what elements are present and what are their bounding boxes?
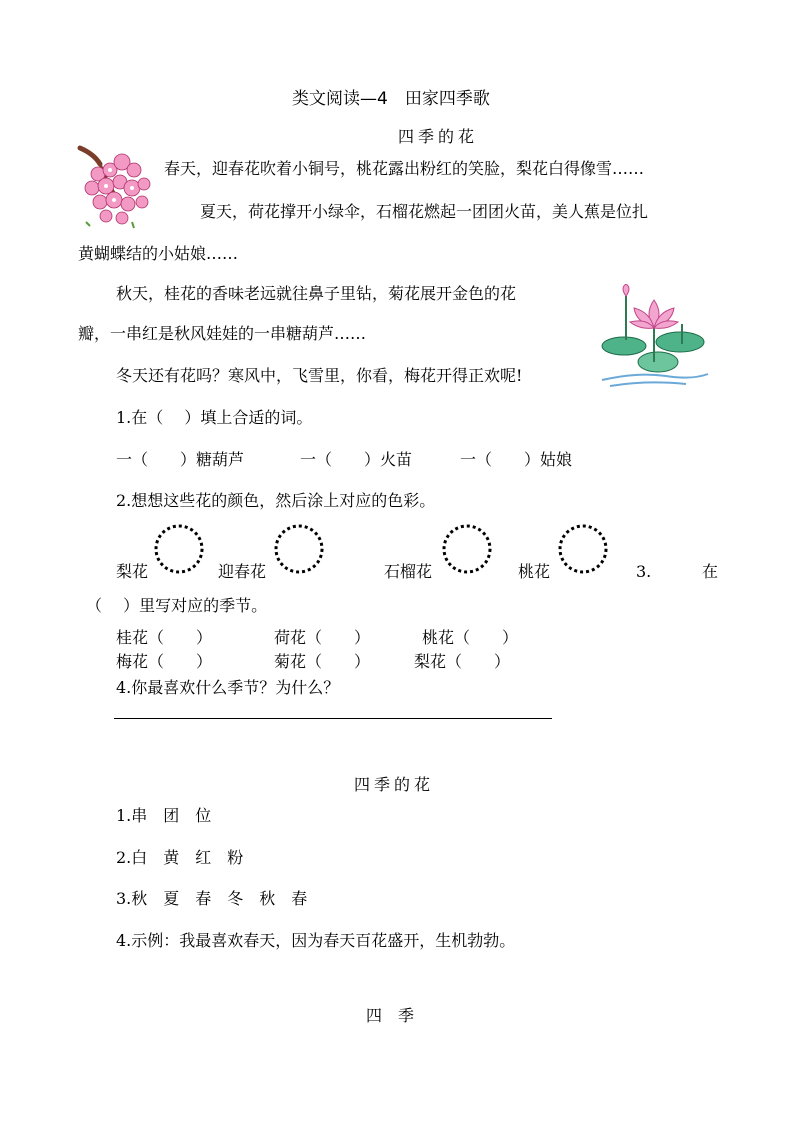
q3-row1-item1: 桂花（ ） <box>116 628 213 647</box>
answer-4: 4.示例：我最喜欢春天，因为春天百花盛开，生机勃勃。 <box>116 931 516 950</box>
q2-flower-pear: 梨花 <box>116 562 149 581</box>
question-4: 4.你最喜欢什么季节？为什么？ <box>116 678 340 697</box>
q1-item-2: 一（ ）火苗 <box>300 450 413 469</box>
lotus-pond-image <box>596 284 712 390</box>
question-3-zai: 在 <box>702 562 719 581</box>
q3-row2-item1: 梅花（ ） <box>116 652 213 671</box>
peach-blossom-branch-image <box>76 140 160 234</box>
answer-3: 3.秋 夏 春 冬 秋 春 <box>116 889 308 908</box>
q3-row2-item3: 梨花（ ） <box>414 652 511 671</box>
page-title: 类文阅读—4 田家四季歌 <box>292 89 490 109</box>
question-2: 2.想想这些花的颜色，然后涂上对应的色彩。 <box>116 491 436 510</box>
paragraph-summer-line1: 夏天，荷花撑开小绿伞，石榴花燃起一团团火苗，美人蕉是位扎 <box>200 202 649 221</box>
color-circle-winter-jasmine[interactable] <box>272 522 326 576</box>
q4-answer-line[interactable] <box>114 718 552 719</box>
paragraph-summer-line2: 黄蝴蝶结的小姑娘…… <box>78 244 239 263</box>
paragraph-spring: 春天，迎春花吹着小铜号，桃花露出粉红的笑脸，梨花白得像雪…… <box>164 159 645 178</box>
answer-1: 1.串 团 位 <box>116 806 212 825</box>
paragraph-autumn-line2: 瓣，一串红是秋风娃娃的一串糖葫芦…… <box>78 324 367 343</box>
passage-heading: 四季的花 <box>398 127 479 146</box>
q3-row1-item3: 桃花（ ） <box>422 628 519 647</box>
q1-item-1: 一（ ）糖葫芦 <box>116 450 245 469</box>
next-section-heading: 四 季 <box>366 1006 415 1025</box>
q1-item-3: 一（ ）姑娘 <box>460 450 573 469</box>
color-circle-peach[interactable] <box>556 522 610 576</box>
question-1: 1.在（ ）填上合适的词。 <box>116 408 313 427</box>
q3-row1-item2: 荷花（ ） <box>274 628 371 647</box>
q3-row2-item2: 菊花（ ） <box>274 652 371 671</box>
answers-heading: 四季的花 <box>354 775 435 794</box>
q2-flower-peach: 桃花 <box>518 562 551 581</box>
answer-2: 2.白 黄 红 粉 <box>116 848 244 867</box>
q2-flower-winter-jasmine: 迎春花 <box>218 562 267 581</box>
paragraph-winter: 冬天还有花吗？寒风中，飞雪里，你看，梅花开得正欢呢! <box>116 366 523 385</box>
q2-flower-pomegranate: 石榴花 <box>384 562 433 581</box>
question-3-number: 3. <box>636 562 652 581</box>
paragraph-autumn-line1: 秋天，桂花的香味老远就往鼻子里钻，菊花展开金色的花 <box>116 284 517 303</box>
question-3-text: （ ）里写对应的季节。 <box>86 596 268 615</box>
color-circle-pear[interactable] <box>152 522 206 576</box>
color-circle-pomegranate[interactable] <box>440 522 494 576</box>
